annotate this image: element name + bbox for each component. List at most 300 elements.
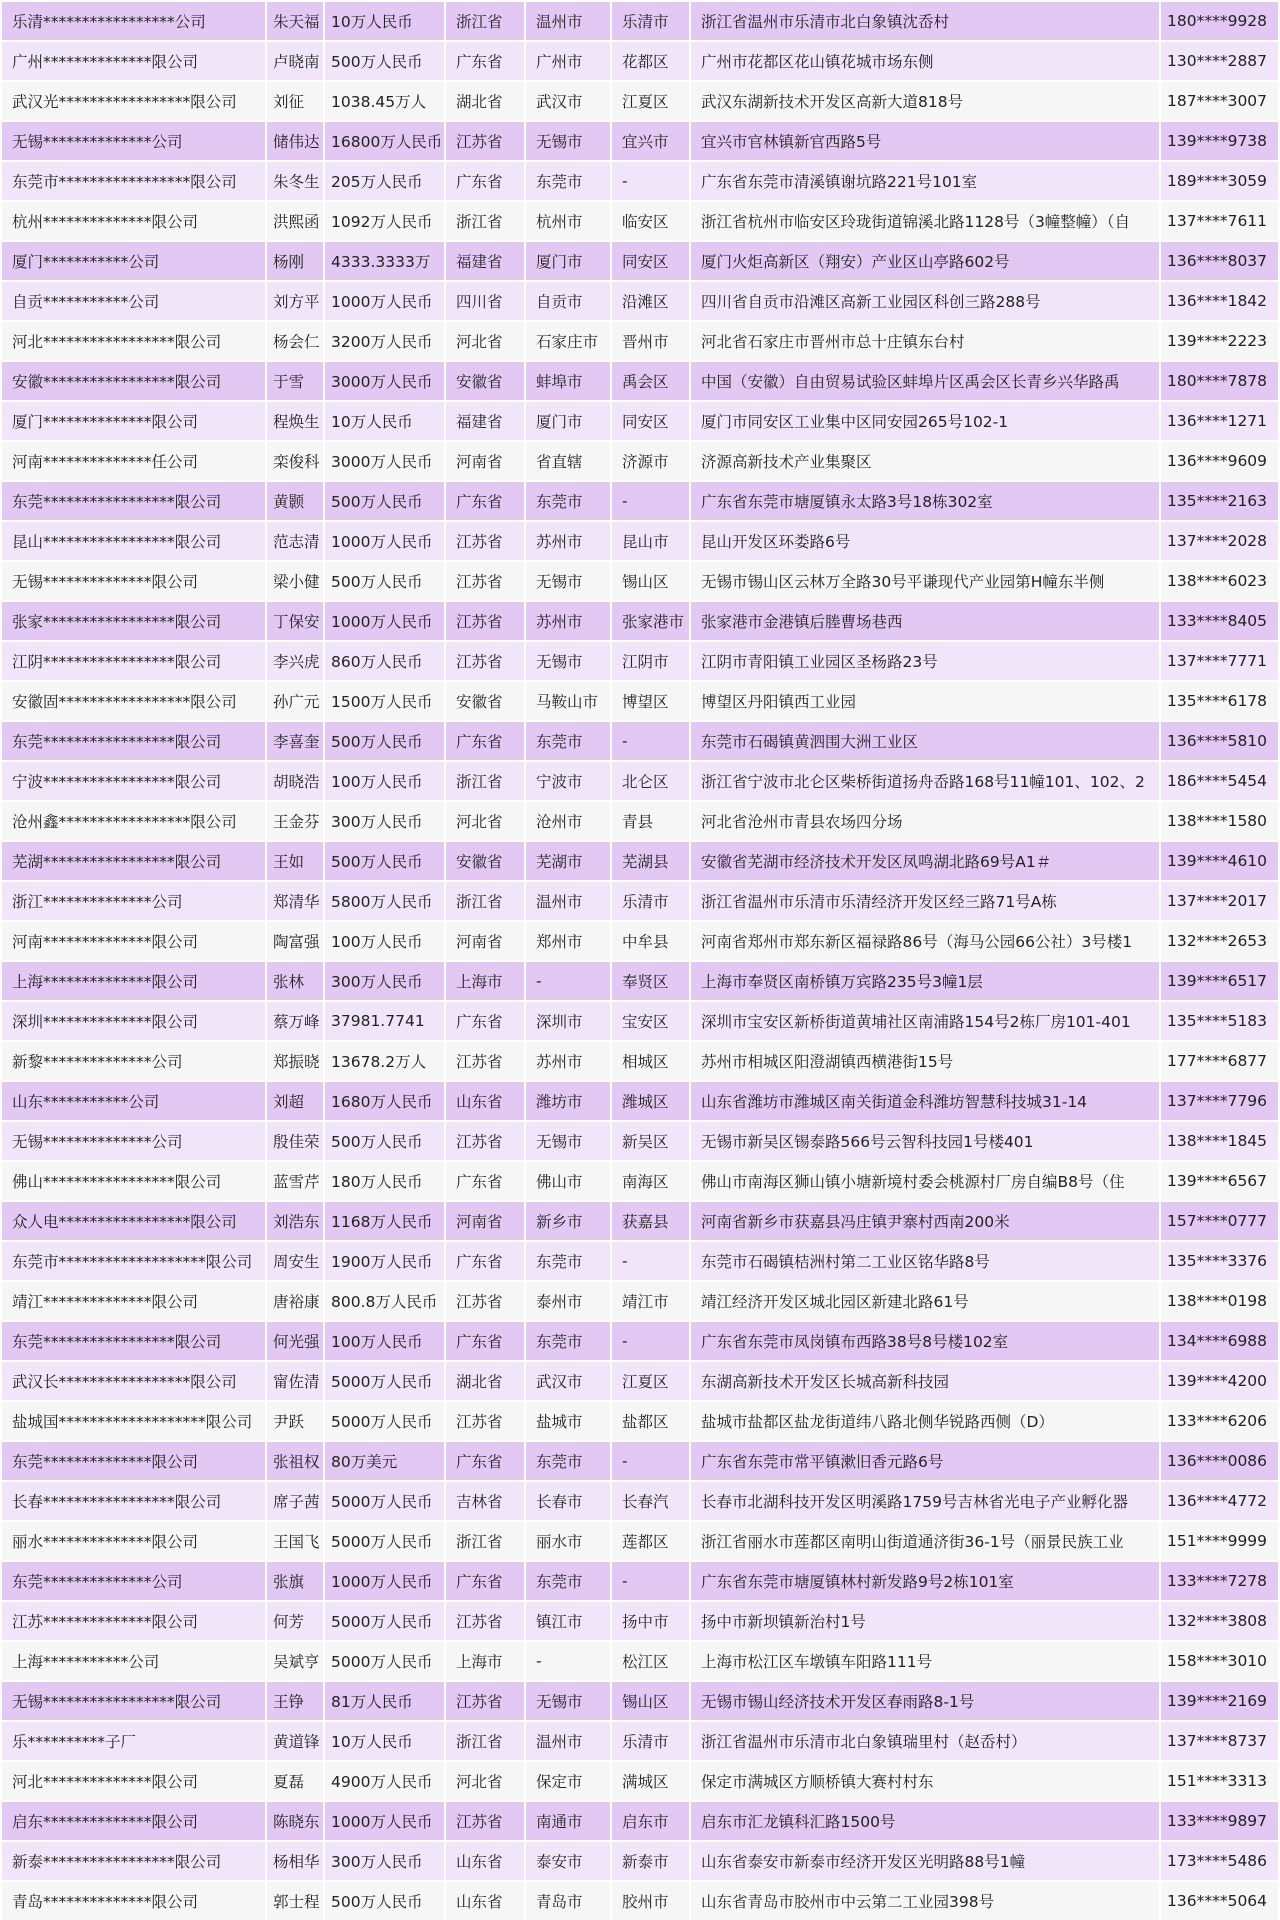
registered-capital-cell: 5800万人民币: [324, 881, 445, 921]
company-name-cell: 无锡*****************限公司: [1, 1681, 266, 1721]
address-cell: 靖江经济开发区城北园区新建北路61号: [690, 1281, 1160, 1321]
legal-rep-cell: 洪熙函: [266, 201, 324, 241]
company-name-cell: 芜湖*****************限公司: [1, 841, 266, 881]
city-cell: 沧州市: [525, 801, 611, 841]
city-cell: 芜湖市: [525, 841, 611, 881]
province-cell: 河北省: [445, 1761, 525, 1801]
table-row: [1, 81, 1279, 121]
registered-capital-cell: 1038.45万人: [324, 81, 445, 121]
city-cell: 潍坊市: [525, 1081, 611, 1121]
registered-capital-cell: 5000万人民币: [324, 1521, 445, 1561]
company-name-cell: 东莞市*****************限公司: [1, 161, 266, 201]
registered-capital-cell: 13678.2万人: [324, 1041, 445, 1081]
legal-rep-cell: 李兴虎: [266, 641, 324, 681]
phone-cell: 138****1580: [1160, 801, 1279, 841]
table-row: [1, 161, 1279, 201]
registered-capital-cell: 3200万人民币: [324, 321, 445, 361]
city-cell: 东莞市: [525, 161, 611, 201]
registered-capital-cell: 3000万人民币: [324, 361, 445, 401]
table-row: [1, 1, 1279, 41]
registered-capital-cell: 1000万人民币: [324, 281, 445, 321]
phone-cell: 138****0198: [1160, 1281, 1279, 1321]
district-cell: 南海区: [611, 1161, 690, 1201]
city-cell: 无锡市: [525, 641, 611, 681]
city-cell: 深圳市: [525, 1001, 611, 1041]
table-row: [1, 1881, 1279, 1920]
district-cell: -: [611, 481, 690, 521]
city-cell: 泰安市: [525, 1841, 611, 1881]
legal-rep-cell: 黄道锋: [266, 1721, 324, 1761]
registered-capital-cell: 1680万人民币: [324, 1081, 445, 1121]
district-cell: 胶州市: [611, 1881, 690, 1920]
table-row: [1, 401, 1279, 441]
phone-cell: 130****2887: [1160, 41, 1279, 81]
city-cell: 南通市: [525, 1801, 611, 1841]
district-cell: -: [611, 161, 690, 201]
province-cell: 河南省: [445, 441, 525, 481]
registered-capital-cell: 100万人民币: [324, 921, 445, 961]
table-row: [1, 1161, 1279, 1201]
registered-capital-cell: 500万人民币: [324, 1881, 445, 1920]
legal-rep-cell: 尹跃: [266, 1401, 324, 1441]
registered-capital-cell: 10万人民币: [324, 1721, 445, 1761]
address-cell: 浙江省丽水市莲都区南明山街道通济街36-1号（丽景民族工业: [690, 1521, 1160, 1561]
province-cell: 福建省: [445, 401, 525, 441]
address-cell: 山东省泰安市新泰市经济开发区光明路88号1幢: [690, 1841, 1160, 1881]
city-cell: 石家庄市: [525, 321, 611, 361]
registered-capital-cell: 1000万人民币: [324, 601, 445, 641]
company-name-cell: 盐城国*******************限公司: [1, 1401, 266, 1441]
address-cell: 广东省东莞市塘厦镇林村新发路9号2栋101室: [690, 1561, 1160, 1601]
company-name-cell: 青岛**************限公司: [1, 1881, 266, 1920]
company-name-cell: 厦门**************限公司: [1, 401, 266, 441]
table-row: [1, 321, 1279, 361]
table-row: [1, 1641, 1279, 1681]
phone-cell: 138****1845: [1160, 1121, 1279, 1161]
address-cell: 安徽省芜湖市经济技术开发区凤鸣湖北路69号A1＃: [690, 841, 1160, 881]
company-name-cell: 新黎**************公司: [1, 1041, 266, 1081]
company-name-cell: 杭州**************限公司: [1, 201, 266, 241]
company-name-cell: 江苏**************限公司: [1, 1601, 266, 1641]
registered-capital-cell: 81万人民币: [324, 1681, 445, 1721]
company-name-cell: 山东***********公司: [1, 1081, 266, 1121]
phone-cell: 133****7278: [1160, 1561, 1279, 1601]
district-cell: 乐清市: [611, 1, 690, 41]
address-cell: 浙江省宁波市北仑区柴桥街道扬舟岙路168号11幢101、102、2: [690, 761, 1160, 801]
address-cell: 长春市北湖科技开发区明溪路1759号吉林省光电子产业孵化器: [690, 1481, 1160, 1521]
table-row: [1, 761, 1279, 801]
district-cell: -: [611, 1241, 690, 1281]
address-cell: 广东省东莞市凤岗镇布西路38号8号楼102室: [690, 1321, 1160, 1361]
phone-cell: 151****9999: [1160, 1521, 1279, 1561]
company-name-cell: 启东**************限公司: [1, 1801, 266, 1841]
district-cell: 博望区: [611, 681, 690, 721]
city-cell: 广州市: [525, 41, 611, 81]
address-cell: 无锡市锡山区云林万全路30号平谦现代产业园第H幢东半侧: [690, 561, 1160, 601]
registered-capital-cell: 10万人民币: [324, 1, 445, 41]
address-cell: 广东省东莞市清溪镇谢坑路221号101室: [690, 161, 1160, 201]
phone-cell: 132****2653: [1160, 921, 1279, 961]
legal-rep-cell: 卢晓南: [266, 41, 324, 81]
district-cell: 昆山市: [611, 521, 690, 561]
phone-cell: 137****2017: [1160, 881, 1279, 921]
registered-capital-cell: 800.8万人民币: [324, 1281, 445, 1321]
address-cell: 深圳市宝安区新桥街道黄埔社区南浦路154号2栋厂房101-401: [690, 1001, 1160, 1041]
legal-rep-cell: 唐裕康: [266, 1281, 324, 1321]
phone-cell: 136****5810: [1160, 721, 1279, 761]
phone-cell: 137****7771: [1160, 641, 1279, 681]
company-name-cell: 东莞*****************限公司: [1, 481, 266, 521]
company-name-cell: 河北**************限公司: [1, 1761, 266, 1801]
table-row: [1, 1361, 1279, 1401]
district-cell: 启东市: [611, 1801, 690, 1841]
district-cell: 沿滩区: [611, 281, 690, 321]
district-cell: 北仑区: [611, 761, 690, 801]
company-name-cell: 佛山*****************限公司: [1, 1161, 266, 1201]
registered-capital-cell: 500万人民币: [324, 721, 445, 761]
address-cell: 苏州市相城区阳澄湖镇西横港街15号: [690, 1041, 1160, 1081]
district-cell: 松江区: [611, 1641, 690, 1681]
legal-rep-cell: 胡晓浩: [266, 761, 324, 801]
registered-capital-cell: 5000万人民币: [324, 1601, 445, 1641]
company-name-cell: 浙江**************公司: [1, 881, 266, 921]
province-cell: 上海市: [445, 961, 525, 1001]
legal-rep-cell: 吴斌亨: [266, 1641, 324, 1681]
district-cell: 济源市: [611, 441, 690, 481]
address-cell: 宜兴市官林镇新官西路5号: [690, 121, 1160, 161]
address-cell: 启东市汇龙镇科汇路1500号: [690, 1801, 1160, 1841]
table-row: [1, 681, 1279, 721]
city-cell: 温州市: [525, 1721, 611, 1761]
address-cell: 河北省沧州市青县农场四分场: [690, 801, 1160, 841]
company-name-cell: 自贡***********公司: [1, 281, 266, 321]
address-cell: 东莞市石碣镇黄泗围大洲工业区: [690, 721, 1160, 761]
district-cell: 获嘉县: [611, 1201, 690, 1241]
legal-rep-cell: 甯佐清: [266, 1361, 324, 1401]
table-row: [1, 921, 1279, 961]
province-cell: 广东省: [445, 1321, 525, 1361]
province-cell: 福建省: [445, 241, 525, 281]
address-cell: 河北省石家庄市晋州市总十庄镇东台村: [690, 321, 1160, 361]
company-name-cell: 乐清*****************公司: [1, 1, 266, 41]
table-row: [1, 441, 1279, 481]
city-cell: 镇江市: [525, 1601, 611, 1641]
address-cell: 昆山开发区环娄路6号: [690, 521, 1160, 561]
province-cell: 河北省: [445, 801, 525, 841]
registered-capital-cell: 37981.7741: [324, 1001, 445, 1041]
city-cell: 马鞍山市: [525, 681, 611, 721]
city-cell: 厦门市: [525, 241, 611, 281]
legal-rep-cell: 蔡万峰: [266, 1001, 324, 1041]
company-name-cell: 新泰*****************限公司: [1, 1841, 266, 1881]
registered-capital-cell: 300万人民币: [324, 1841, 445, 1881]
legal-rep-cell: 陈晓东: [266, 1801, 324, 1841]
province-cell: 广东省: [445, 1001, 525, 1041]
registered-capital-cell: 500万人民币: [324, 41, 445, 81]
province-cell: 江苏省: [445, 601, 525, 641]
city-cell: 蚌埠市: [525, 361, 611, 401]
district-cell: 同安区: [611, 401, 690, 441]
table-row: [1, 1121, 1279, 1161]
address-cell: 山东省青岛市胶州市中云第二工业园398号: [690, 1881, 1160, 1920]
registered-capital-cell: 5000万人民币: [324, 1641, 445, 1681]
legal-rep-cell: 王金芬: [266, 801, 324, 841]
legal-rep-cell: 丁保安: [266, 601, 324, 641]
registered-capital-cell: 10万人民币: [324, 401, 445, 441]
registered-capital-cell: 1000万人民币: [324, 521, 445, 561]
city-cell: 武汉市: [525, 81, 611, 121]
province-cell: 安徽省: [445, 361, 525, 401]
registered-capital-cell: 4333.3333万: [324, 241, 445, 281]
city-cell: 东莞市: [525, 1321, 611, 1361]
legal-rep-cell: 杨刚: [266, 241, 324, 281]
province-cell: 四川省: [445, 281, 525, 321]
phone-cell: 186****5454: [1160, 761, 1279, 801]
phone-cell: 139****2223: [1160, 321, 1279, 361]
company-name-cell: 河南**************限公司: [1, 921, 266, 961]
registered-capital-cell: 5000万人民币: [324, 1361, 445, 1401]
table-row: [1, 521, 1279, 561]
address-cell: 河南省新乡市获嘉县冯庄镇尹寨村西南200米: [690, 1201, 1160, 1241]
address-cell: 江阴市青阳镇工业园区圣杨路23号: [690, 641, 1160, 681]
table-row: [1, 721, 1279, 761]
table-row: [1, 361, 1279, 401]
city-cell: 苏州市: [525, 521, 611, 561]
district-cell: 盐都区: [611, 1401, 690, 1441]
address-cell: 扬中市新坝镇新治村1号: [690, 1601, 1160, 1641]
phone-cell: 136****5064: [1160, 1881, 1279, 1920]
legal-rep-cell: 何光强: [266, 1321, 324, 1361]
phone-cell: 157****0777: [1160, 1201, 1279, 1241]
province-cell: 河北省: [445, 321, 525, 361]
phone-cell: 173****5486: [1160, 1841, 1279, 1881]
address-cell: 广东省东莞市塘厦镇永太路3号18栋302室: [690, 481, 1160, 521]
address-cell: 四川省自贡市沿滩区高新工业园区科创三路288号: [690, 281, 1160, 321]
phone-cell: 139****6567: [1160, 1161, 1279, 1201]
table-row: [1, 201, 1279, 241]
table-row: [1, 1321, 1279, 1361]
legal-rep-cell: 何芳: [266, 1601, 324, 1641]
legal-rep-cell: 王国飞: [266, 1521, 324, 1561]
district-cell: -: [611, 1321, 690, 1361]
address-cell: 保定市满城区方顺桥镇大赛村村东: [690, 1761, 1160, 1801]
table-row: [1, 481, 1279, 521]
table-row: [1, 1081, 1279, 1121]
city-cell: 郑州市: [525, 921, 611, 961]
phone-cell: 136****4772: [1160, 1481, 1279, 1521]
phone-cell: 138****6023: [1160, 561, 1279, 601]
province-cell: 江苏省: [445, 1801, 525, 1841]
address-cell: 佛山市南海区狮山镇小塘新境村委会桃源村厂房自编B8号（住: [690, 1161, 1160, 1201]
district-cell: 花都区: [611, 41, 690, 81]
legal-rep-cell: 范志清: [266, 521, 324, 561]
legal-rep-cell: 储伟达: [266, 121, 324, 161]
district-cell: -: [611, 1561, 690, 1601]
company-name-cell: 河南**************任公司: [1, 441, 266, 481]
city-cell: 武汉市: [525, 1361, 611, 1401]
registered-capital-cell: 500万人民币: [324, 841, 445, 881]
table-row: [1, 1841, 1279, 1881]
province-cell: 山东省: [445, 1081, 525, 1121]
table-row: [1, 1801, 1279, 1841]
address-cell: 浙江省温州市乐清市北白象镇瑞里村（赵岙村）: [690, 1721, 1160, 1761]
province-cell: 广东省: [445, 1241, 525, 1281]
company-name-cell: 无锡**************公司: [1, 121, 266, 161]
province-cell: 山东省: [445, 1881, 525, 1920]
address-cell: 无锡市新吴区锡泰路566号云智科技园1号楼401: [690, 1121, 1160, 1161]
company-name-cell: 东莞*****************限公司: [1, 1321, 266, 1361]
city-cell: 无锡市: [525, 1121, 611, 1161]
address-cell: 山东省潍坊市潍城区南关街道金科潍坊智慧科技城31-14: [690, 1081, 1160, 1121]
city-cell: 温州市: [525, 1, 611, 41]
province-cell: 江苏省: [445, 561, 525, 601]
company-name-cell: 东莞**************限公司: [1, 1441, 266, 1481]
district-cell: 江夏区: [611, 1361, 690, 1401]
phone-cell: 187****3007: [1160, 81, 1279, 121]
address-cell: 张家港市金港镇后塍曹场巷西: [690, 601, 1160, 641]
company-name-cell: 上海**************限公司: [1, 961, 266, 1001]
phone-cell: 133****6206: [1160, 1401, 1279, 1441]
province-cell: 广东省: [445, 1161, 525, 1201]
registered-capital-cell: 1900万人民币: [324, 1241, 445, 1281]
company-name-cell: 东莞**************公司: [1, 1561, 266, 1601]
province-cell: 江苏省: [445, 1401, 525, 1441]
phone-cell: 136****1271: [1160, 401, 1279, 441]
table-row: [1, 1721, 1279, 1761]
city-cell: 厦门市: [525, 401, 611, 441]
legal-rep-cell: 夏磊: [266, 1761, 324, 1801]
province-cell: 山东省: [445, 1841, 525, 1881]
province-cell: 河南省: [445, 921, 525, 961]
table-body: [1, 1, 1279, 1920]
city-cell: 丽水市: [525, 1521, 611, 1561]
company-name-cell: 靖江**************限公司: [1, 1281, 266, 1321]
district-cell: 乐清市: [611, 881, 690, 921]
district-cell: 相城区: [611, 1041, 690, 1081]
registered-capital-cell: 180万人民币: [324, 1161, 445, 1201]
table-row: [1, 121, 1279, 161]
table-row: [1, 641, 1279, 681]
table-row: [1, 1041, 1279, 1081]
city-cell: 长春市: [525, 1481, 611, 1521]
legal-rep-cell: 李喜奎: [266, 721, 324, 761]
province-cell: 江苏省: [445, 1281, 525, 1321]
table-row: [1, 241, 1279, 281]
district-cell: 晋州市: [611, 321, 690, 361]
district-cell: 禹会区: [611, 361, 690, 401]
address-cell: 上海市奉贤区南桥镇万宾路235号3幢1层: [690, 961, 1160, 1001]
company-name-cell: 无锡**************公司: [1, 1121, 266, 1161]
address-cell: 厦门火炬高新区（翔安）产业区山亭路602号: [690, 241, 1160, 281]
province-cell: 湖北省: [445, 1361, 525, 1401]
province-cell: 广东省: [445, 1561, 525, 1601]
district-cell: 张家港市: [611, 601, 690, 641]
district-cell: 新泰市: [611, 1841, 690, 1881]
district-cell: 莲都区: [611, 1521, 690, 1561]
registered-capital-cell: 1000万人民币: [324, 1561, 445, 1601]
address-cell: 上海市松江区车墩镇车阳路111号: [690, 1641, 1160, 1681]
address-cell: 浙江省杭州市临安区玲珑街道锦溪北路1128号（3幢整幢）（自: [690, 201, 1160, 241]
registered-capital-cell: 1092万人民币: [324, 201, 445, 241]
table-row: [1, 41, 1279, 81]
legal-rep-cell: 郑振晓: [266, 1041, 324, 1081]
city-cell: 温州市: [525, 881, 611, 921]
phone-cell: 139****4610: [1160, 841, 1279, 881]
company-name-cell: 张家*****************限公司: [1, 601, 266, 641]
address-cell: 东莞市石碣镇桔洲村第二工业区铭华路8号: [690, 1241, 1160, 1281]
legal-rep-cell: 殷佳荣: [266, 1121, 324, 1161]
legal-rep-cell: 郭士程: [266, 1881, 324, 1920]
registered-capital-cell: 5000万人民币: [324, 1481, 445, 1521]
legal-rep-cell: 张祖权: [266, 1441, 324, 1481]
table-row: [1, 1441, 1279, 1481]
phone-cell: 180****9928: [1160, 1, 1279, 41]
company-name-cell: 武汉长*****************限公司: [1, 1361, 266, 1401]
province-cell: 浙江省: [445, 1, 525, 41]
company-name-cell: 河北*****************限公司: [1, 321, 266, 361]
legal-rep-cell: 杨相华: [266, 1841, 324, 1881]
address-cell: 中国（安徽）自由贸易试验区蚌埠片区禹会区长青乡兴华路禹: [690, 361, 1160, 401]
legal-rep-cell: 杨会仁: [266, 321, 324, 361]
province-cell: 浙江省: [445, 1721, 525, 1761]
district-cell: 同安区: [611, 241, 690, 281]
registered-capital-cell: 500万人民币: [324, 561, 445, 601]
legal-rep-cell: 栾俊科: [266, 441, 324, 481]
table-row: [1, 561, 1279, 601]
registered-capital-cell: 500万人民币: [324, 1121, 445, 1161]
district-cell: 青县: [611, 801, 690, 841]
table-row: [1, 1561, 1279, 1601]
phone-cell: 151****3313: [1160, 1761, 1279, 1801]
province-cell: 广东省: [445, 1441, 525, 1481]
table-row: [1, 1681, 1279, 1721]
phone-cell: 134****6988: [1160, 1321, 1279, 1361]
legal-rep-cell: 刘超: [266, 1081, 324, 1121]
legal-rep-cell: 张林: [266, 961, 324, 1001]
phone-cell: 158****3010: [1160, 1641, 1279, 1681]
registered-capital-cell: 1000万人民币: [324, 1801, 445, 1841]
city-cell: 青岛市: [525, 1881, 611, 1920]
registered-capital-cell: 16800万人民币: [324, 121, 445, 161]
company-name-cell: 乐**********子厂: [1, 1721, 266, 1761]
phone-cell: 189****3059: [1160, 161, 1279, 201]
province-cell: 江苏省: [445, 641, 525, 681]
table-row: [1, 841, 1279, 881]
table-row: [1, 601, 1279, 641]
table-row: [1, 881, 1279, 921]
address-cell: 博望区丹阳镇西工业园: [690, 681, 1160, 721]
legal-rep-cell: 席子茜: [266, 1481, 324, 1521]
city-cell: 宁波市: [525, 761, 611, 801]
company-name-cell: 宁波*****************限公司: [1, 761, 266, 801]
company-name-cell: 丽水**************限公司: [1, 1521, 266, 1561]
city-cell: 杭州市: [525, 201, 611, 241]
phone-cell: 177****6877: [1160, 1041, 1279, 1081]
phone-cell: 139****9738: [1160, 121, 1279, 161]
phone-cell: 135****3376: [1160, 1241, 1279, 1281]
phone-cell: 135****2163: [1160, 481, 1279, 521]
city-cell: -: [525, 1641, 611, 1681]
city-cell: 保定市: [525, 1761, 611, 1801]
table-row: [1, 801, 1279, 841]
city-cell: 泰州市: [525, 1281, 611, 1321]
district-cell: 锡山区: [611, 561, 690, 601]
company-name-cell: 上海***********公司: [1, 1641, 266, 1681]
legal-rep-cell: 程焕生: [266, 401, 324, 441]
table-row: [1, 1001, 1279, 1041]
city-cell: 东莞市: [525, 1241, 611, 1281]
phone-cell: 139****6517: [1160, 961, 1279, 1001]
